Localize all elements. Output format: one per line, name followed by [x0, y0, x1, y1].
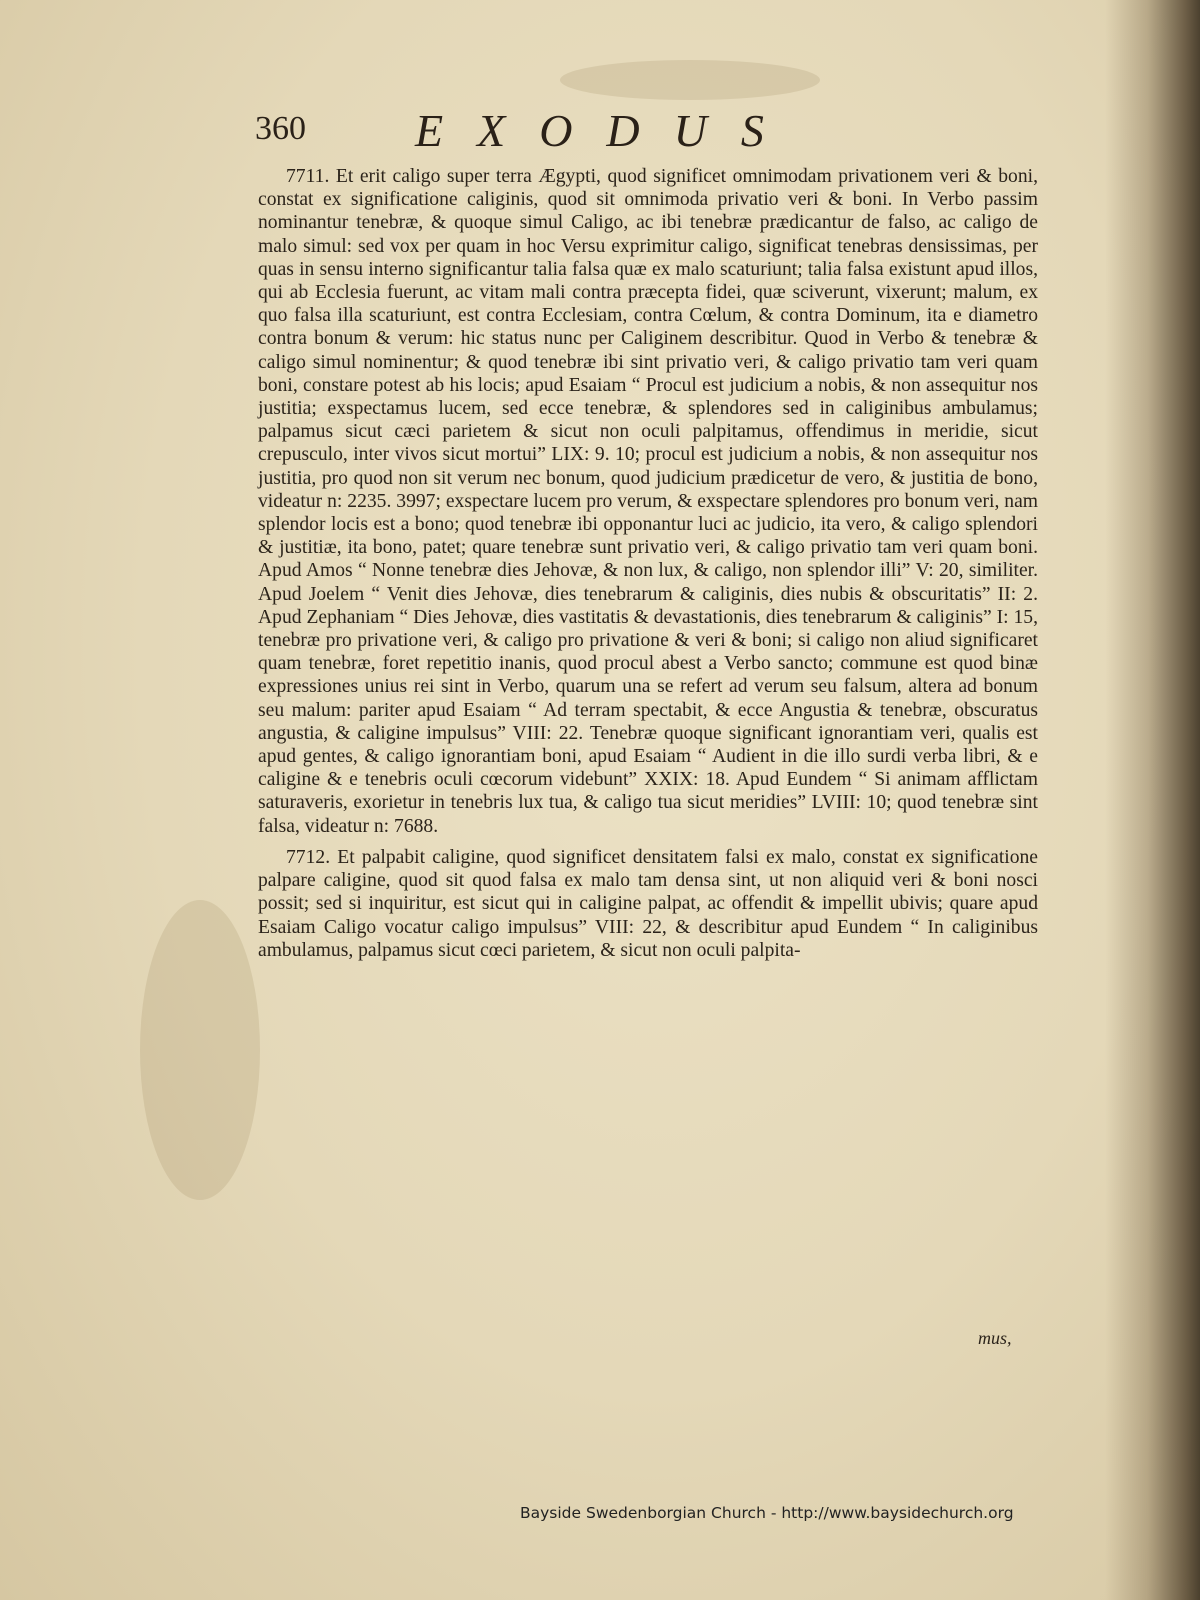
paper-stain — [560, 60, 820, 100]
running-title: EXODUS — [415, 105, 798, 156]
paper-stain — [140, 900, 260, 1200]
footer-credit: Bayside Swedenborgian Church - http://www.baysidechurch.org — [520, 1504, 1014, 1522]
paragraph-7711: 7711. Et erit caligo super terra Ægypti, quod significet omnimodam privationem veri & boni, constat ex significatione caliginis, quod sit omnimoda privatio veri & boni. In Verbo passim nominantur tenebræ, & quoque simul Caligo, ac ibi tenebræ prædicantur de falso, ac caligo de malo simul: sed vox per quam in hoc Versu exprimitur caligo, significat tenebras densissimas, per quas in sensu interno significantur talia falsa quæ ex malo scaturiunt; talia falsa existunt apud illos, qui ab Ecclesia fuerunt, ac vitam mali contra præcepta fidei, quæ sciverunt, vixerunt; malum, ex quo falsa illa scaturiunt, est contra Ecclesiam, contra Cœlum, & contra Dominum, ita e diametro contra bonum & verum: hic status nunc per Caliginem describitur. Quod in Verbo & tenebræ & caligo simul nominentur; & quod tenebræ ibi sint privatio veri, & caligo privatio tam veri quam boni, constare potest ab his locis; apud Esaiam “ Procul est judicium a nobis, & non assequitur nos justitia; exspectamus lucem, sed ecce tenebræ, & splendores sed in caliginibus ambulamus; palpamus sicut cæci parietem & sicut non oculi palpitamus, offendimus in meridie, sicut crepusculo, inter vivos sicut mortui” LIX: 9. 10; procul est judicium a nobis, & non assequitur nos justitia, pro quod non sit verum nec bonum, quod judicium prædicetur de vero, & justitia de bono, videatur n: 2235. 3997; exspectare lucem pro verum, & exspectare splendores pro bonum veri, nam splendor locis est a bono; quod tenebræ ibi opponantur luci ac judicio, ita vero, & caligo splendori & justitiæ, ita bono, patet; quare tenebræ sunt privatio veri, & caligo privatio tam veri quam boni. Apud Amos “ Nonne tenebræ dies Jehovæ, & non lux, & caligo, non splendor illi” V: 20, similiter. Apud Joelem “ Venit dies Jehovæ, dies tenebrarum & caliginis, dies nubis & obscuritatis” II: 2. Apud Zephaniam “ Dies Jehovæ, dies vastitatis & devastationis, dies tenebrarum & caliginis” I: 15, tenebræ pro privatione veri, & caligo pro privatione & veri & boni; si caligo non aliud significaret quam tenebræ, foret repetitio inanis, quod procul abest a Verbo sancto; commune est quod binæ expressiones unius rei sint in Verbo, quarum una se refert ad verum seu falsum, altera ad bonum seu malum: pariter apud Esaiam “ Ad terram spectabit, & ecce Angustia & tenebræ, obscuratus angustia, & caligine impulsus” VIII: 22. Tenebræ quoque significant ignorantiam veri, qualis est apud gentes, & caligo ignorantiam boni, apud Esaiam “ Audient in die illo surdi verba libri, & e caligine & e tenebris oculi cœcorum videbunt” XXIX: 18. Apud Eundem “ Si animam afflictam saturaveris, exorietur in tenebris lux tua, & caligo tua sicut meridies” LVIII: 10; quod tenebræ sint falsa, videatur n: 7688. — [258, 166, 1038, 837]
paragraph-7712: 7712. Et palpabit caligine, quod significet densitatem falsi ex malo, constat ex significatione palpare caligine, quod sit quod falsa ex malo tam densa sint, ut non aliquid veri & boni nosci possit; sed si inquiritur, est sicut qui in caligine palpat, ac offendit & impellit ubivis; quare apud Esaiam Caligo vocatur caligo impulsus” VIII: 22, & describitur apud Eundem “ In caliginibus ambulamus, palpamus sicut cœci parietem, & sicut non oculi palpita- — [258, 846, 1038, 961]
page-header — [255, 105, 915, 158]
body-text — [258, 165, 1038, 962]
binding-gutter-shadow — [1105, 0, 1200, 1600]
catchword: mus, — [978, 1328, 1012, 1348]
page-number: 360 — [255, 110, 306, 147]
